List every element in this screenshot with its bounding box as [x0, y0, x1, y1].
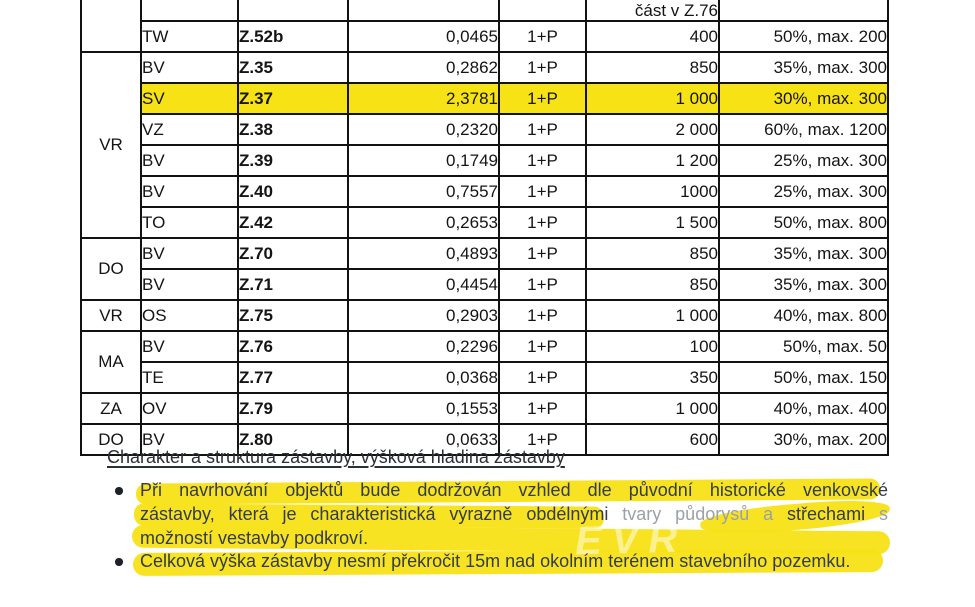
zoning-table-body: [81, 0, 888, 455]
table-row: [81, 52, 888, 83]
limit-cell: 25%, max. 300: [719, 145, 888, 176]
floors-cell: 1+P: [499, 424, 586, 455]
area-cell: 0,2903: [348, 300, 499, 331]
capacity-cell: 1000: [586, 176, 719, 207]
floors-cell: 1+P: [499, 393, 586, 424]
text-line: [140, 503, 888, 527]
code-cell: Z.39: [238, 145, 348, 176]
area-cell: 0,0633: [348, 424, 499, 455]
capacity-cell: 850: [586, 238, 719, 269]
area-cell: 0,2320: [348, 114, 499, 145]
code-cell: Z.76: [238, 331, 348, 362]
code-cell: [238, 0, 348, 21]
code-cell: Z.75: [238, 300, 348, 331]
floors-cell: 1+P: [499, 238, 586, 269]
group-cell: MA: [81, 331, 141, 393]
text-line: [140, 550, 888, 574]
table-row: [81, 362, 888, 393]
limit-cell: 35%, max. 300: [719, 269, 888, 300]
floors-cell: 1+P: [499, 52, 586, 83]
code-cell: Z.52b: [238, 21, 348, 52]
type-cell: BV: [141, 145, 238, 176]
floors-cell: 1+P: [499, 300, 586, 331]
limit-cell: 60%, max. 1200: [719, 114, 888, 145]
floors-cell: 1+P: [499, 145, 586, 176]
floors-cell: [499, 0, 586, 21]
limit-cell: 50%, max. 200: [719, 21, 888, 52]
capacity-cell: 600: [586, 424, 719, 455]
area-cell: [348, 0, 499, 21]
limit-cell: 40%, max. 800: [719, 300, 888, 331]
text-segment: s: [878, 503, 888, 524]
floors-cell: 1+P: [499, 207, 586, 238]
limit-cell: 50%, max. 150: [719, 362, 888, 393]
capacity-cell: 1 000: [586, 300, 719, 331]
area-cell: 0,4893: [348, 238, 499, 269]
code-cell: Z.35: [238, 52, 348, 83]
text-segment: Celková výška zástavby nesmí překročit 15m nad okolním terénem stavebního pozemku.: [140, 551, 851, 572]
table-row: [81, 393, 888, 424]
floors-cell: 1+P: [499, 176, 586, 207]
area-cell: 0,0465: [348, 21, 499, 52]
table-row: [81, 176, 888, 207]
capacity-cell: 1 000: [586, 83, 719, 114]
floors-cell: 1+P: [499, 269, 586, 300]
table-row: [81, 114, 888, 145]
area-cell: 0,2296: [348, 331, 499, 362]
text-segment: možností vestavby podkroví.: [140, 527, 369, 548]
capacity-cell: 850: [586, 269, 719, 300]
limit-cell: 40%, max. 400: [719, 393, 888, 424]
table-row: [81, 238, 888, 269]
limit-cell: 50%, max. 50: [719, 331, 888, 362]
text-segment: tvary půdorysů a: [622, 503, 774, 524]
capacity-cell: 2 000: [586, 114, 719, 145]
table-row: [81, 21, 888, 52]
type-cell: BV: [141, 269, 238, 300]
limit-cell: 25%, max. 300: [719, 176, 888, 207]
text-line: [140, 479, 888, 503]
bullet-item: [140, 479, 888, 550]
limit-cell: [719, 0, 888, 21]
group-cell: DO: [81, 238, 141, 300]
area-cell: 0,7557: [348, 176, 499, 207]
limit-cell: 35%, max. 300: [719, 52, 888, 83]
code-cell: Z.77: [238, 362, 348, 393]
code-cell: Z.80: [238, 424, 348, 455]
limit-cell: 30%, max. 200: [719, 424, 888, 455]
text-segment: střechami: [773, 503, 879, 524]
table-row: [81, 269, 888, 300]
zoning-table: [80, 0, 889, 456]
code-cell: Z.79: [238, 393, 348, 424]
group-cell: ZA: [81, 393, 141, 424]
limit-cell: 50%, max. 800: [719, 207, 888, 238]
area-cell: 0,4454: [348, 269, 499, 300]
text-segment: Při navrhování objektů bude dodržován vzhled dle původní historické venkovské: [140, 480, 888, 500]
group-cell: DO: [81, 424, 141, 455]
type-cell: BV: [141, 238, 238, 269]
floors-cell: 1+P: [499, 83, 586, 114]
capacity-cell: 350: [586, 362, 719, 393]
capacity-cell: 1 500: [586, 207, 719, 238]
type-cell: BV: [141, 176, 238, 207]
section-heading: Charakter a struktura zástavby, výšková hladina zástavby: [107, 447, 565, 467]
code-cell: Z.71: [238, 269, 348, 300]
capacity-cell: 100: [586, 331, 719, 362]
area-cell: 0,1749: [348, 145, 499, 176]
table-row: [81, 145, 888, 176]
limit-cell: 35%, max. 300: [719, 238, 888, 269]
floors-cell: 1+P: [499, 114, 586, 145]
text-segment: zástavby, která je charakteristická výrazně obdélnými: [140, 503, 623, 524]
code-cell: Z.40: [238, 176, 348, 207]
type-cell: [141, 0, 238, 21]
area-cell: 0,1553: [348, 393, 499, 424]
type-cell: VZ: [141, 114, 238, 145]
text-line: [140, 527, 888, 551]
group-cell: VR: [81, 52, 141, 238]
code-cell: Z.70: [238, 238, 348, 269]
type-cell: TO: [141, 207, 238, 238]
table-row: [81, 331, 888, 362]
type-cell: BV: [141, 424, 238, 455]
type-cell: OV: [141, 393, 238, 424]
watermark: EVR: [574, 516, 688, 564]
area-cell: 0,0368: [348, 362, 499, 393]
table-row: [81, 207, 888, 238]
capacity-cell: 1 200: [586, 145, 719, 176]
bullet-item: [140, 550, 888, 574]
code-cell: Z.42: [238, 207, 348, 238]
area-cell: 2,3781: [348, 83, 499, 114]
type-cell: BV: [141, 331, 238, 362]
capacity-cell: část v Z.76: [586, 0, 719, 21]
bullet-list: [140, 479, 888, 574]
table-row: [81, 83, 888, 114]
type-cell: OS: [141, 300, 238, 331]
area-cell: 0,2862: [348, 52, 499, 83]
floors-cell: 1+P: [499, 331, 586, 362]
capacity-cell: 400: [586, 21, 719, 52]
type-cell: SV: [141, 83, 238, 114]
group-cell: VR: [81, 300, 141, 331]
floors-cell: 1+P: [499, 362, 586, 393]
code-cell: Z.38: [238, 114, 348, 145]
table-row: [81, 300, 888, 331]
floors-cell: 1+P: [499, 21, 586, 52]
group-cell: [81, 0, 141, 52]
code-cell: Z.37: [238, 83, 348, 114]
type-cell: TE: [141, 362, 238, 393]
limit-cell: 30%, max. 300: [719, 83, 888, 114]
type-cell: TW: [141, 21, 238, 52]
capacity-cell: 850: [586, 52, 719, 83]
capacity-cell: 1 000: [586, 393, 719, 424]
type-cell: BV: [141, 52, 238, 83]
table-row: [81, 0, 888, 21]
area-cell: 0,2653: [348, 207, 499, 238]
